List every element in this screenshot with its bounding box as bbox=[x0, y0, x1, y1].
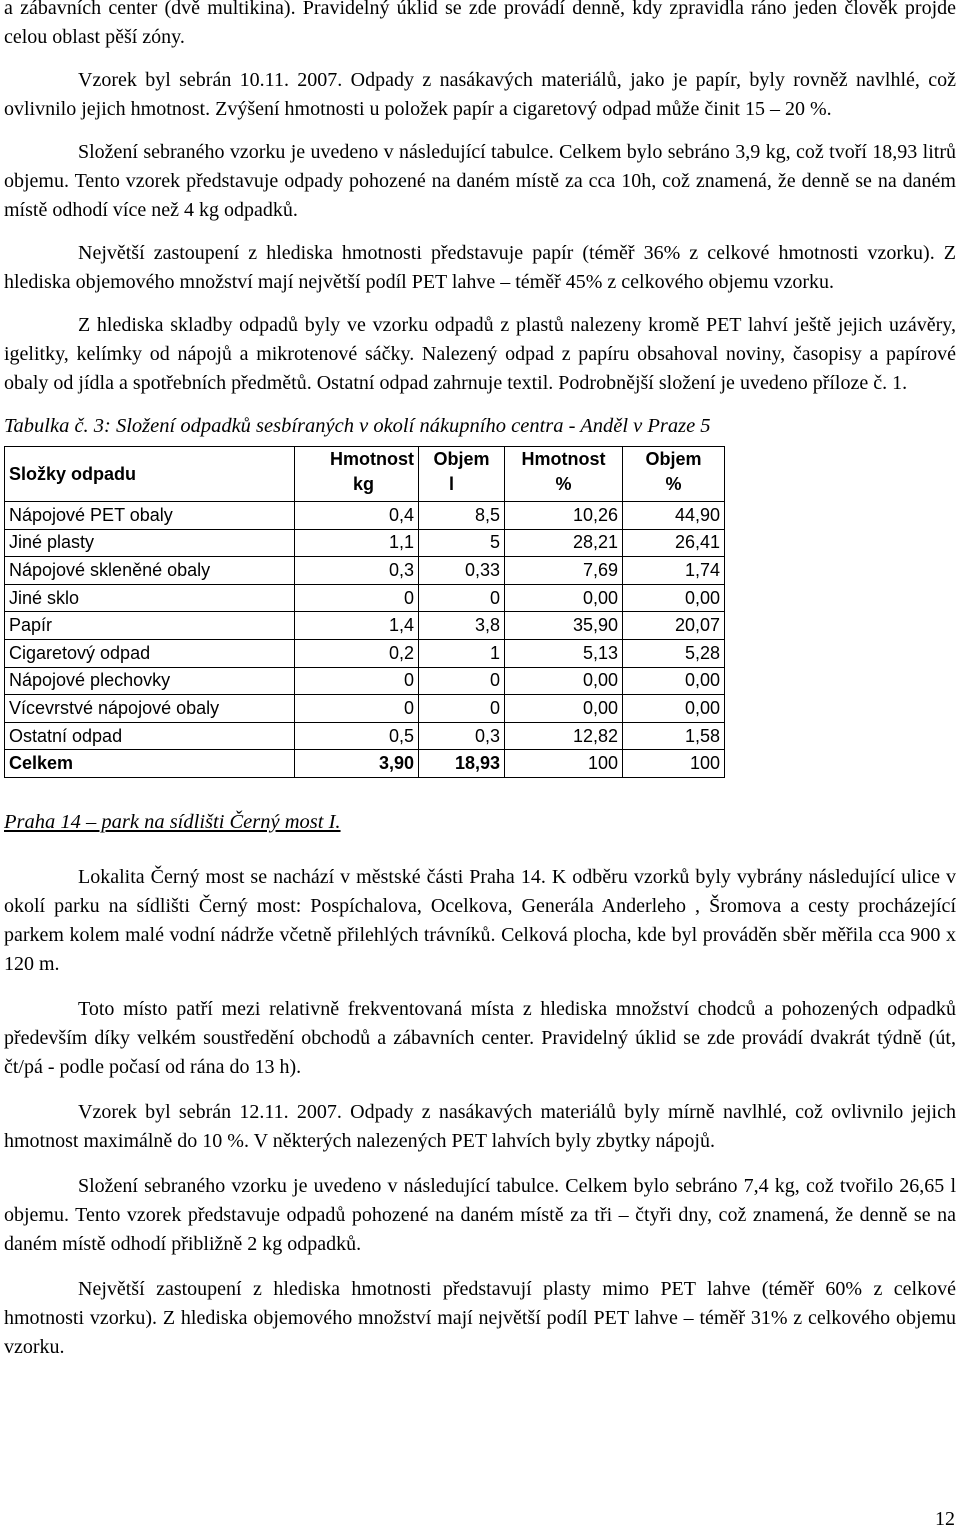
table-row bbox=[5, 529, 725, 557]
table-cell-value: 0 bbox=[295, 584, 419, 612]
table-cell-component: Vícevrstvé nápojové obaly bbox=[5, 695, 295, 723]
table-cell-value: 3,8 bbox=[419, 612, 505, 640]
table-row bbox=[5, 722, 725, 750]
page-number: 12 bbox=[935, 1508, 955, 1530]
table-row bbox=[5, 502, 725, 530]
table-cell-value: 0,4 bbox=[295, 502, 419, 530]
table-row bbox=[5, 557, 725, 585]
table-cell-value: 0,00 bbox=[505, 667, 623, 695]
table-row bbox=[5, 639, 725, 667]
table-cell-value: 0 bbox=[295, 667, 419, 695]
table-cell-value: 0 bbox=[419, 584, 505, 612]
table-cell-component: Cigaretový odpad bbox=[5, 639, 295, 667]
table-cell-value: 28,21 bbox=[505, 529, 623, 557]
paragraph-sample-composition-2: Složení sebraného vzorku je uvedeno v následující tabulce. Celkem bylo sebráno 7,4 kg, což tvořilo 26,65 l objemu. Tento vzorek představuje odpadů pohozené na daném místě za tři – čtyři dny, což znamená, že denně se na daném místě odhodí přibližně 2 kg odpadků. bbox=[4, 1174, 956, 1255]
table-cell-value: 0,3 bbox=[419, 722, 505, 750]
table-cell-total-value: 18,93 bbox=[419, 750, 505, 778]
table-cell-value: 0,3 bbox=[295, 557, 419, 585]
document-page bbox=[4, 0, 956, 1362]
table-cell-value: 0,00 bbox=[505, 584, 623, 612]
table-cell-value: 1 bbox=[419, 639, 505, 667]
table-cell-total-value: 100 bbox=[505, 750, 623, 778]
table-cell-component: Jiné plasty bbox=[5, 529, 295, 557]
table-cell-component: Ostatní odpad bbox=[5, 722, 295, 750]
paragraph-sample-composition: Složení sebraného vzorku je uvedeno v následující tabulce. Celkem bylo sebráno 3,9 kg, což tvoří 18,93 litrů objemu. Tento vzorek představuje odpady pohozené na daném místě za cca 10h, což znamená, že denně se na daném místě odhodí více než 4 kg odpadků. bbox=[4, 141, 956, 221]
table-cell-value: 26,41 bbox=[623, 529, 725, 557]
table-cell-value: 20,07 bbox=[623, 612, 725, 640]
table-cell-value: 35,90 bbox=[505, 612, 623, 640]
header-waste-component: Složky odpadu bbox=[5, 447, 295, 502]
table-cell-value: 1,4 bbox=[295, 612, 419, 640]
table-cell-value: 0 bbox=[419, 695, 505, 723]
table-cell-value: 8,5 bbox=[419, 502, 505, 530]
table-cell-value: 10,26 bbox=[505, 502, 623, 530]
table-cell-total-value: 3,90 bbox=[295, 750, 419, 778]
paragraph-intro-continued: a zábavních center (dvě multikina). Pravidelný úklid se zde provádí denně, kdy zpravidla ráno jeden člověk projde celou oblast pěší zóny. bbox=[4, 0, 956, 48]
section-heading: Praha 14 – park na sídlišti Černý most I. bbox=[4, 810, 341, 833]
table-cell-value: 1,74 bbox=[623, 557, 725, 585]
table-total-row bbox=[5, 750, 725, 778]
table-cell-value: 5,13 bbox=[505, 639, 623, 667]
table-cell-total-value: 100 bbox=[623, 750, 725, 778]
table-caption: Tabulka č. 3: Složení odpadků sesbíraných v okolí nákupního centra - Anděl v Praze 5 bbox=[4, 415, 711, 437]
table-cell-component: Nápojové plechovky bbox=[5, 667, 295, 695]
table-cell-value: 0 bbox=[295, 695, 419, 723]
table-cell-value: 44,90 bbox=[623, 502, 725, 530]
table-cell-value: 1,1 bbox=[295, 529, 419, 557]
table-cell-value: 7,69 bbox=[505, 557, 623, 585]
table-header-row bbox=[5, 447, 725, 502]
paragraph-frequency: Toto místo patří mezi relativně frekventovaná místa z hlediska množství chodců a pohozených odpadků především díky velkém soustředění obchodů a zábavních center. Pravidelný úklid se zde provádí dvakrát týdně (út, čt/pá - podle počasí od rána do 13 h). bbox=[4, 997, 956, 1078]
table-cell-total-label: Celkem bbox=[5, 750, 295, 778]
table-cell-value: 5 bbox=[419, 529, 505, 557]
header-volume-pct: Objem % bbox=[623, 447, 725, 502]
paragraph-sample-date: Vzorek byl sebrán 10.11. 2007. Odpady z nasákavých materiálů, jako je papír, byly rovněž navlhlé, což ovlivnilo jejich hmotnost. Zvýšení hmotnosti u položek papír a cigaretový odpad může činit 15 – 20 %. bbox=[4, 69, 956, 120]
table-cell-value: 0,00 bbox=[623, 667, 725, 695]
table-cell-value: 12,82 bbox=[505, 722, 623, 750]
table-cell-value: 0,00 bbox=[623, 695, 725, 723]
table-cell-component: Jiné sklo bbox=[5, 584, 295, 612]
table-cell-component: Papír bbox=[5, 612, 295, 640]
table-cell-value: 0,2 bbox=[295, 639, 419, 667]
table-row bbox=[5, 584, 725, 612]
header-weight-pct: Hmotnost % bbox=[505, 447, 623, 502]
table-cell-value: 0,00 bbox=[505, 695, 623, 723]
table-cell-value: 0,5 bbox=[295, 722, 419, 750]
table-cell-value: 1,58 bbox=[623, 722, 725, 750]
header-volume-l: Objem l bbox=[419, 447, 505, 502]
table-cell-value: 0,00 bbox=[623, 584, 725, 612]
table-row bbox=[5, 612, 725, 640]
paragraph-largest-share-2: Největší zastoupení z hlediska hmotnosti představují plasty mimo PET lahve (téměř 60% z celkové hmotnosti vzorku). Z hlediska objemového množství mají největší podíl PET lahve – téměř 31% z celkového objemu vzorku. bbox=[4, 1277, 956, 1358]
table-cell-component: Nápojové PET obaly bbox=[5, 502, 295, 530]
paragraph-sample-date-2: Vzorek byl sebrán 12.11. 2007. Odpady z nasákavých materiálů byly mírně navlhlé, což ovlivnilo jejich hmotnost maximálně do 10 %. V některých nalezených PET lahvích byly zbytky nápojů. bbox=[4, 1100, 956, 1152]
table-cell-component: Nápojové skleněné obaly bbox=[5, 557, 295, 585]
header-weight-kg: Hmotnost kg bbox=[295, 447, 419, 502]
paragraph-waste-structure: Z hlediska skladby odpadů byly ve vzorku odpadů z plastů nalezeny kromě PET lahví ještě jejich uzávěry, igelitky, kelímky od nápojů a mikrotenové sáčky. Nalezený odpad z papíru obsahoval noviny, časopisy a papírové obaly od jídla a spotřebních předmětů. Ostatní odpad zahrnuje textil. Podrobnější složení je uvedeno příloze č. 1. bbox=[4, 314, 956, 394]
waste-composition-table bbox=[4, 446, 725, 778]
table-row bbox=[5, 695, 725, 723]
paragraph-locality: Lokalita Černý most se nachází v městské části Praha 14. K odběru vzorků byly vybrány následující ulice v okolí parku na sídlišti Černý most: Pospíchalova, Ocelkova, Generála Anderleho , Šromova a cesty procházející parkem kolem malé vodní nádrže včetně přilehlých trávníků. Celková plocha, kde byl prováděn sběr měřila cca 900 x 120 m. bbox=[4, 865, 956, 975]
paragraph-largest-share: Největší zastoupení z hlediska hmotnosti představuje papír (téměř 36% z celkové hmotnosti vzorku). Z hlediska objemového množství mají největší podíl PET lahve – téměř 45% z celkového objemu vzorku. bbox=[4, 242, 956, 293]
table-cell-value: 5,28 bbox=[623, 639, 725, 667]
table-row bbox=[5, 667, 725, 695]
table-cell-value: 0,33 bbox=[419, 557, 505, 585]
table-cell-value: 0 bbox=[419, 667, 505, 695]
